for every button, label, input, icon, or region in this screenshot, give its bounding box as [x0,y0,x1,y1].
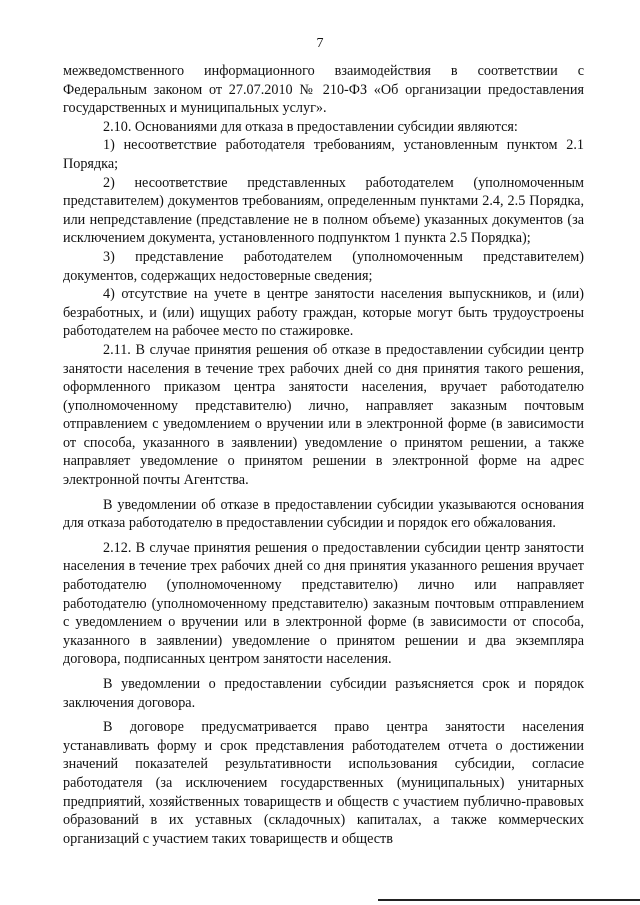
paragraph-2-11: 2.11. В случае принятия решения об отказе в предоставлении субсидии центр занятости населения в течение трех рабочих дней со дня принятия такого решения, оформленного приказом центра занятости населения, вручает работодателю (уполномоченному представителю) лично, направляет заказным почтовым отправлением с уведомлением о вручении или в электронной форме (в зависимости от способа, указанного в заявлении) уведомление о принятом решении, а также направляет уведомление о принятом решении в электронной форме на адрес электронной почты Агентства. [63,341,584,489]
list-item-2: 2) несоответствие представленных работодателем (уполномоченным представителем) документов требованиям, определенным пунктами 2.4, 2.5 Порядка, или непредставление (представление не в полном объеме) указанных документов (за исключением документа, установленного подпунктом 1 пункта 2.5 Порядка); [63,174,584,247]
paragraph-2-12: 2.12. В случае принятия решения о предоставлении субсидии центр занятости населения в течение трех рабочих дней со дня принятия указанного решения вручает работодателю (уполномоченному представителю) лично или направляет работодателю (уполномоченному представителю) заказным почтовым отправлением с уведомлением о вручении или в электронной форме (в зависимости от способа, указанного в заявлении) уведомление о принятом решении и два экземпляра договора, подписанных центром занятости населения. [63,539,584,668]
paragraph-grant-notice: В уведомлении о предоставлении субсидии разъясняется срок и порядок заключения договора. [63,676,584,711]
list-item-4: 4) отсутствие на учете в центре занятости населения выпускников, и (или) безработных, и (или) ищущих работу граждан, которые могут быть трудоустроены работодателем на рабочее место по стажировке. [63,286,584,340]
document-body [63,62,584,848]
paragraph-contract: В договоре предусматривается право центра занятости населения устанавливать форму и срок представления работодателем отчета о достижении значений показателей результативности использования субсидии, согласие работодателя (за исключением государственных (муниципальных) унитарных предприятий, хозяйственных товариществ и обществ с участием публично-правовых образований в их уставных (складочных) капиталах, а также коммерческих организаций с участием таких товариществ и обществ [63,719,584,847]
paragraph-refusal-notice: В уведомлении об отказе в предоставлении субсидии указываются основания для отказа работодателю в предоставлении субсидии и порядок его обжалования. [63,496,584,532]
paragraph-continuation: межведомственного информационного взаимодействия в соответствии с Федеральным законом от 27.07.2010 № 210-ФЗ «Об организации предоставления государственных и муниципальных услуг». [63,63,584,117]
list-item-1: 1) несоответствие работодателя требованиям, установленным пунктом 2.1 Порядка; [63,137,584,172]
page-number: 7 [316,36,324,51]
list-item-3: 3) представление работодателем (уполномоченным представителем) документов, содержащих недостоверные сведения; [63,248,584,284]
paragraph-2-10: 2.10. Основаниями для отказа в предоставлении субсидии являются: [103,118,518,135]
footer-rule [378,899,640,901]
